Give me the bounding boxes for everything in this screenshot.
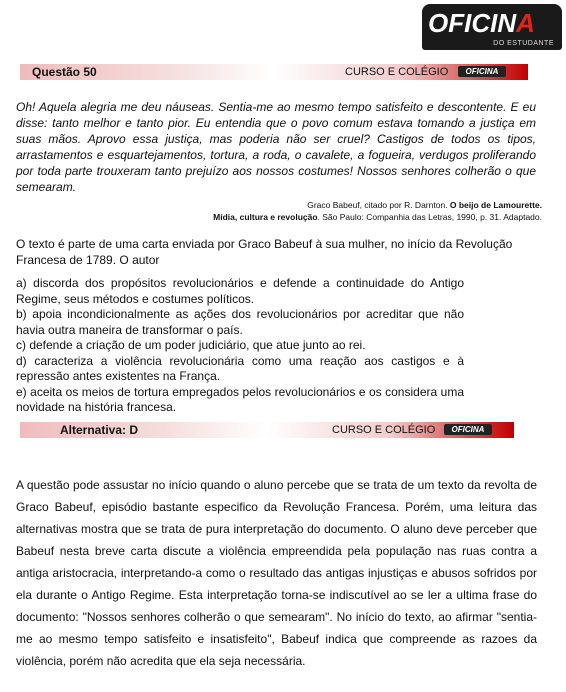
logo-wordmark-accent: A [516, 8, 535, 38]
answer-options [16, 276, 464, 416]
answer-label: Alternativa: D [60, 423, 139, 437]
source-quote: Oh! Aquela alegria me deu náuseas. Sentia-me ao mesmo tempo satisfeito e descontente. E eu disse: tanto melhor e tanto pior. Eu entendia que o povo comum estava tomando a justiça em suas mãos. Aprovo essa justiça, mas poderia não ser cruel? Castigos de todos os tipos, arrastamentos e esquartejamentos, tortura, a roda, o cavalete, a fogueira, verdugos proliferando por toda parte trouxeram tanto prejuízo aos nossos costumes! Nossos senhores colherão o que semearam. [16, 100, 536, 194]
answer-banner [20, 422, 514, 438]
oficina-logo [422, 4, 562, 50]
citation-line-1 [307, 199, 542, 211]
citation-subtitle: Mídia, cultura e revolução [213, 212, 318, 222]
question-statement: O texto é parte de uma carta enviada por Graco Babeuf à sua mulher, no início da Revolução Francesa de 1789. O autor [16, 237, 513, 267]
mini-logo: OFICINA [458, 66, 506, 77]
option-a: a) discorda dos propósitos revolucionários e defende a continuidade do Antigo Regime, seus métodos e costumes políticos. [16, 276, 464, 306]
citation-author: Graco Babeuf, citado por R. Darnton. [307, 200, 450, 210]
school-label: CURSO E COLÉGIO [345, 66, 449, 78]
answer-school-label: CURSO E COLÉGIO [332, 424, 436, 436]
question-banner [20, 64, 528, 80]
option-d: d) caracteriza a violência revolucionária como uma reação aos castigos e à repressão antes existentes na França. [16, 353, 464, 383]
option-c: c) defende a criação de um poder judiciário, que atue junto ao rei. [16, 338, 366, 352]
citation-line-2 [213, 211, 542, 223]
option-e: e) aceita os meios de tortura empregados pelos revolucionários e os considera uma novidade na história francesa. [16, 384, 464, 414]
logo-wordmark [428, 8, 535, 39]
option-b: b) apoia incondicionalmente as ações dos revolucionários por acreditar que não havia outra maneira de transformar o país. [16, 307, 464, 337]
answer-explanation: A questão pode assustar no início quando o aluno percebe que se trata de um texto da revolta de Graco Babeuf, episódio bastante especifico da Revolução Francesa. Porém, uma leitura das alternativas mostra que se trata de pura interpretação do documento. O aluno deve perceber que Babeuf nesta breve carta discute a violência empreendida pela população nas ruas contra a antiga aristocracia, interpretando-a como o resultado das antigas injustiças e abusos sofridos por ela durante o Antigo Regime. Esta interpretação torna-se indiscutível ao se ler a ultima frase do documento: "Nossos senhores colherão o que semearam". No início do texto, ao afirmar "sentia-me ao mesmo tempo satisfeito e insatisfeito", Babeuf indica que compreende as razoes da violência, porém não acredita que ela seja necessária. [16, 478, 537, 668]
answer-mini-logo: OFICINA [444, 424, 492, 435]
logo-tagline: DO ESTUDANTE [493, 40, 554, 47]
logo-wordmark-text: OFICIN [428, 8, 517, 38]
question-number: Questão 50 [32, 65, 97, 79]
citation-book-title: O beijo de Lamourette. [449, 200, 542, 210]
citation-publisher: . São Paulo: Companhia das Letras, 1990, p. 31. Adaptado. [317, 212, 542, 222]
